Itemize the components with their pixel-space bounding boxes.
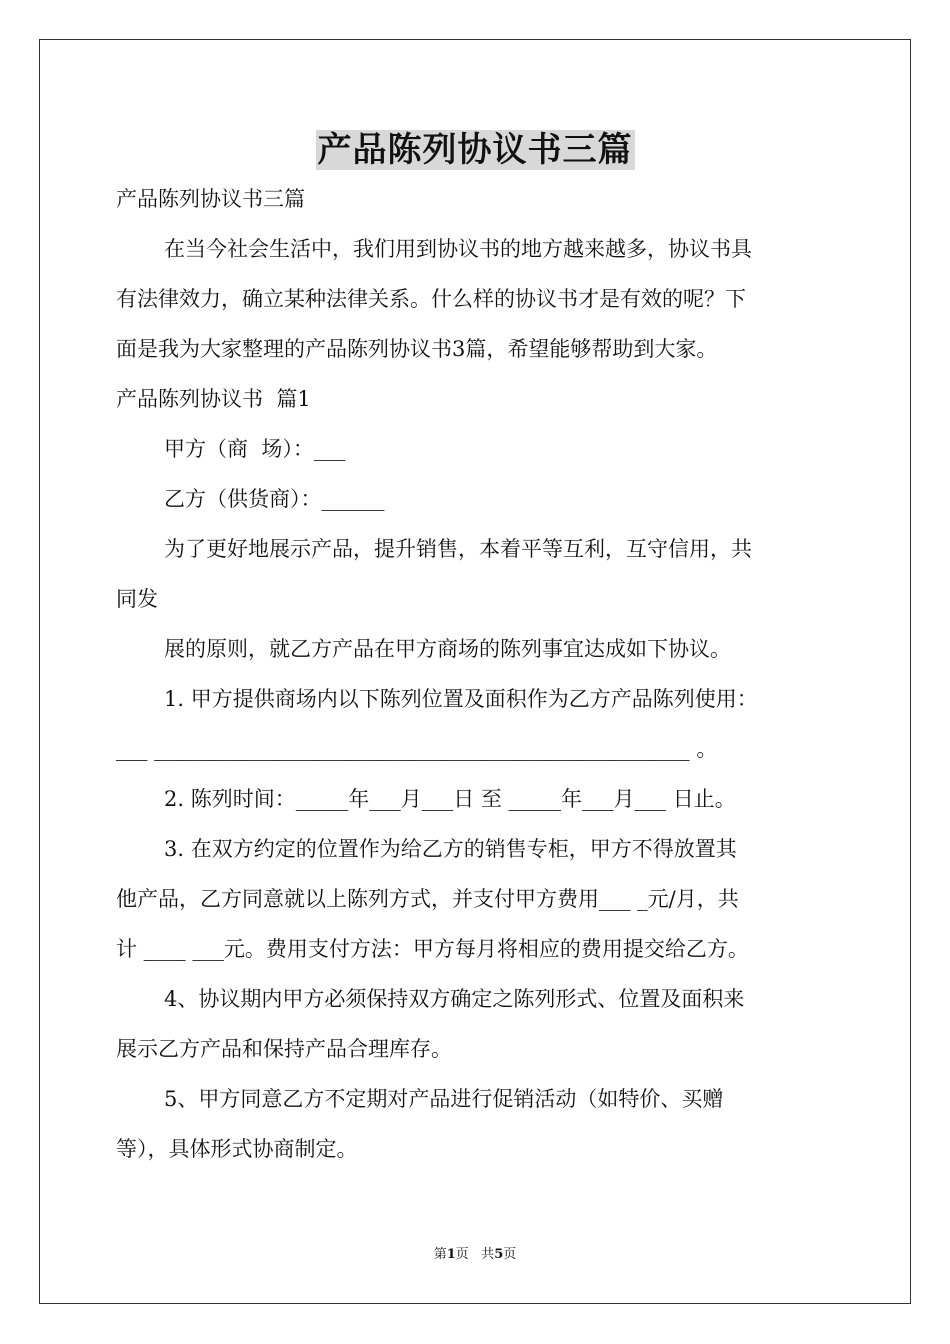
paragraph-line: 在当今社会生活中，我们用到协议书的地方越来越多，协议书具: [164, 237, 752, 261]
clause-4-cont: 展示乙方产品和保持产品合理库存。: [116, 1037, 452, 1061]
total-pages: 5: [494, 1247, 504, 1262]
clause-5-cont: 等），具体形式协商制定。: [116, 1137, 358, 1161]
paragraph-line: 面是我为大家整理的产品陈列协议书3篇，希望能够帮助到大家。: [116, 337, 718, 361]
subtitle-line: 产品陈列协议书三篇: [116, 187, 305, 211]
clause-3: 3. 在双方约定的位置作为给乙方的销售专柜，甲方不得放置其: [164, 837, 737, 861]
paragraph-line: 同发: [116, 587, 158, 611]
paragraph-line: 有法律效力，确立某种法律关系。什么样的协议书才是有效的呢？下: [116, 287, 746, 311]
page-prefix: 第: [433, 1247, 447, 1262]
total-prefix: 共: [481, 1247, 495, 1262]
page-footer: [0, 1246, 950, 1264]
paragraph-line: 展的原则，就乙方产品在甲方商场的陈列事宜达成如下协议。: [164, 637, 731, 661]
page-suffix: 页: [455, 1247, 469, 1262]
section-heading: 产品陈列协议书 篇1: [116, 387, 311, 411]
clause-2: 2. 陈列时间：_____年___月___日 至 _____年___月___ 日止。: [164, 787, 736, 811]
page-border: [39, 39, 911, 1304]
title-text: 产品陈列协议书三篇: [317, 130, 633, 170]
clause-5: 5、甲方同意乙方不定期对产品进行促销活动（如特价、买赠: [164, 1087, 724, 1111]
clause-1-blank: ___ ___________________________________________________ 。: [116, 737, 718, 761]
clause-4: 4、协议期内甲方必须保持双方确定之陈列形式、位置及面积来: [164, 987, 745, 1011]
page-number: 1: [446, 1247, 456, 1262]
party-a-line: 甲方（商 场）：___: [164, 437, 346, 461]
document-title: [0, 124, 950, 176]
total-suffix: 页: [503, 1247, 517, 1262]
clause-3-cont: 他产品，乙方同意就以上陈列方式，并支付甲方费用___ _元/月，共: [116, 887, 739, 911]
paragraph-line: 为了更好地展示产品，提升销售，本着平等互利，互守信用，共: [164, 537, 752, 561]
clause-1: 1. 甲方提供商场内以下陈列位置及面积作为乙方产品陈列使用：: [164, 687, 758, 711]
clause-3-cont: 计 ____ ___元。费用支付方法：甲方每月将相应的费用提交给乙方。: [116, 937, 749, 961]
party-b-line: 乙方（供货商）：______: [164, 487, 385, 511]
